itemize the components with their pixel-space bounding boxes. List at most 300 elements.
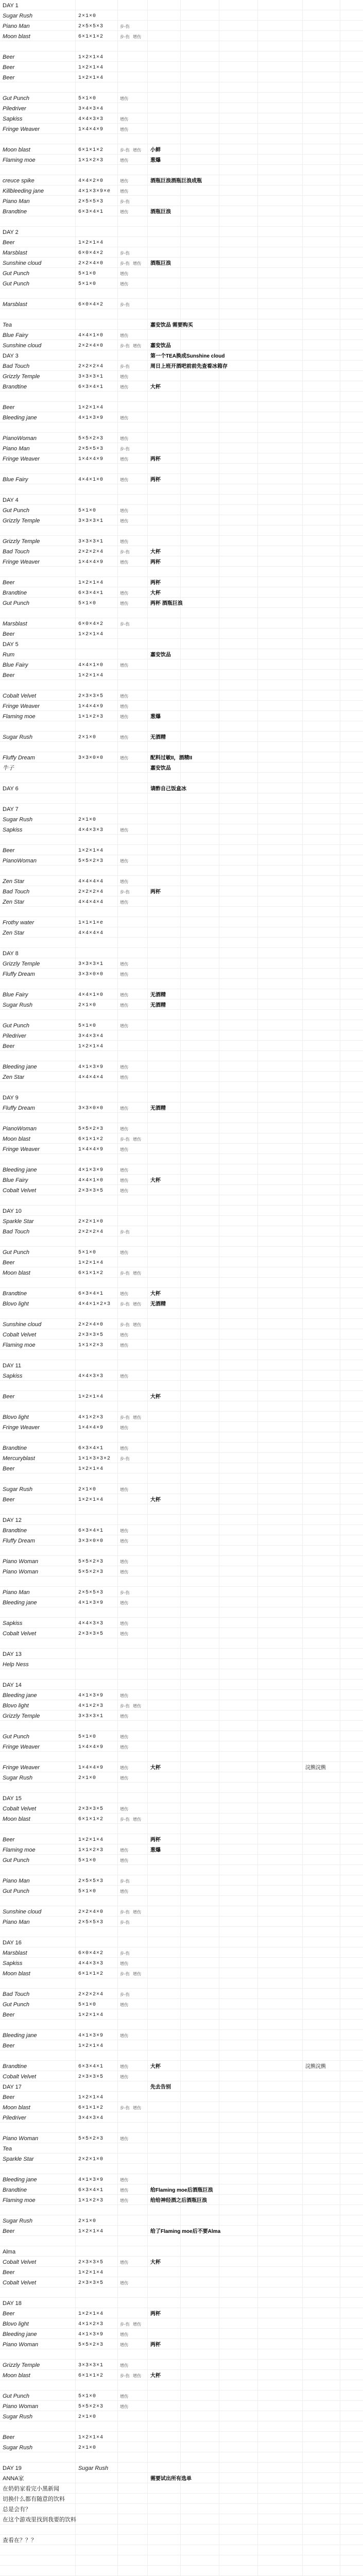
sheet-row[interactable] [0, 1701, 363, 1711]
recipe-cell: 1×4×4×9 [78, 1744, 104, 1750]
sheet-row[interactable] [0, 547, 363, 557]
note-cell: 葱爆 [150, 158, 161, 163]
sheet-row[interactable] [0, 2052, 363, 2061]
sheet-row[interactable] [0, 1691, 363, 1701]
sheet-row[interactable] [0, 2010, 363, 2020]
drink-name-cell: Fringe Weaver [3, 1744, 40, 1750]
sheet-row[interactable] [0, 125, 363, 134]
sheet-row[interactable] [0, 403, 363, 413]
sheet-row[interactable] [0, 1062, 363, 1072]
sheet-row[interactable] [0, 1258, 363, 1268]
sheet-row[interactable] [0, 743, 363, 753]
sheet-row[interactable] [0, 1402, 363, 1412]
sheet-row[interactable] [0, 2072, 363, 2082]
sheet-row[interactable] [0, 2113, 363, 2123]
drink-name-cell: Bleeding jane [3, 2331, 37, 2337]
sheet-row[interactable] [0, 2330, 363, 2340]
sheet-row[interactable] [0, 1536, 363, 1546]
sheet-row[interactable] [0, 2021, 363, 2030]
sheet-row[interactable] [0, 1248, 363, 1258]
sheet-row[interactable] [0, 1670, 363, 1680]
sheet-row[interactable] [0, 2103, 363, 2113]
sheet-row[interactable] [0, 1753, 363, 1762]
sheet-row[interactable] [0, 897, 363, 907]
day-header-row[interactable] [0, 2082, 363, 2092]
sheet-row[interactable] [0, 1114, 363, 1124]
sheet-row[interactable] [0, 1341, 363, 1350]
sheet-row[interactable] [0, 2402, 363, 2412]
sheet-row[interactable] [0, 1887, 363, 1896]
day-header-row[interactable] [0, 496, 363, 505]
sheet-row[interactable] [0, 382, 363, 392]
tag-cell: 增伤 [133, 1704, 141, 1708]
day-header-row[interactable] [0, 1650, 363, 1659]
tag-cell: 增伤 [120, 210, 128, 214]
sheet-row[interactable] [0, 1763, 363, 1773]
sheet-row[interactable] [0, 475, 363, 485]
sheet-row[interactable] [0, 2258, 363, 2267]
sheet-row[interactable] [0, 2196, 363, 2206]
drink-name-cell: Moon blast [3, 33, 30, 40]
day-header-row[interactable] [0, 1938, 363, 1948]
sheet-row[interactable] [0, 53, 363, 62]
recipe-cell: 5×1×0 [78, 601, 97, 606]
tag-cell: 增伤 [120, 2404, 128, 2409]
sheet-row[interactable] [0, 1969, 363, 1979]
sheet-row[interactable] [0, 1732, 363, 1742]
drink-name-cell: Beer [3, 1497, 15, 1503]
sheet-row[interactable] [0, 939, 363, 948]
sheet-row[interactable] [0, 434, 363, 444]
sheet-row[interactable] [0, 320, 363, 330]
sheet-row[interactable] [0, 1454, 363, 1464]
sheet-row[interactable] [0, 2165, 363, 2175]
sheet-row[interactable] [0, 1217, 363, 1227]
sheet-row[interactable] [0, 1310, 363, 1319]
day-header-row[interactable] [0, 1361, 363, 1371]
sheet-row[interactable] [0, 1825, 363, 1835]
sheet-row[interactable] [0, 1629, 363, 1639]
sheet-row[interactable] [0, 2319, 363, 2329]
tag-cell: 增伤 [120, 1714, 128, 1719]
drink-name-cell: DAY 18 [3, 2300, 22, 2307]
sheet-row[interactable] [0, 630, 363, 639]
sheet-row[interactable] [0, 1423, 363, 1433]
sheet-row[interactable] [0, 11, 363, 21]
sheet-row[interactable] [0, 2309, 363, 2319]
sheet-row[interactable] [0, 1289, 363, 1299]
sheet-row[interactable] [0, 588, 363, 598]
sheet-row[interactable] [0, 300, 363, 310]
sheet-row[interactable] [0, 1392, 363, 1402]
sheet-row[interactable] [0, 176, 363, 186]
sheet-row[interactable] [0, 2350, 363, 2360]
sheet-row[interactable] [0, 2278, 363, 2288]
drink-name-cell: Fluffy Dream [3, 971, 35, 977]
sheet-row[interactable] [0, 32, 363, 42]
sheet-row[interactable] [0, 42, 363, 52]
sheet-row[interactable] [0, 2526, 363, 2535]
sheet-row[interactable] [0, 2412, 363, 2422]
sheet-row[interactable] [0, 1547, 363, 1556]
drink-name-cell: Beer [3, 54, 15, 60]
drink-name-cell: Piano Man [3, 1919, 30, 1925]
sheet-row[interactable] [0, 2227, 363, 2236]
sheet-row[interactable] [0, 2340, 363, 2350]
sheet-row[interactable] [0, 135, 363, 145]
sheet-row[interactable] [0, 846, 363, 856]
sheet-row[interactable] [0, 1578, 363, 1587]
sheet-row[interactable] [0, 1176, 363, 1185]
sheet-row[interactable] [0, 63, 363, 73]
sheet-row[interactable] [0, 691, 363, 701]
drink-name-cell: Gut Punch [3, 1249, 29, 1256]
sheet-row[interactable] [0, 197, 363, 207]
sheet-row[interactable] [0, 825, 363, 835]
sheet-row[interactable] [0, 331, 363, 341]
sheet-row[interactable] [0, 290, 363, 299]
sheet-row[interactable] [0, 1619, 363, 1629]
recipe-cell: 4×4×1×0 [78, 477, 104, 483]
sheet-row[interactable] [0, 1979, 363, 1989]
drink-name-cell: Beer [3, 2012, 15, 2018]
sheet-row[interactable] [0, 1382, 363, 1392]
sheet-row[interactable] [0, 1990, 363, 1999]
sheet-row[interactable] [0, 310, 363, 320]
sheet-row[interactable] [0, 1413, 363, 1422]
sheet-row[interactable] [0, 1485, 363, 1495]
sheet-row[interactable] [0, 341, 363, 351]
sheet-row[interactable] [0, 22, 363, 31]
sheet-row[interactable] [0, 2041, 363, 2051]
drink-name-cell: Sugar Rush [3, 2218, 33, 2224]
sheet-row[interactable] [0, 1639, 363, 1649]
sheet-row[interactable] [0, 609, 363, 619]
sheet-row[interactable] [0, 1227, 363, 1237]
sheet-row[interactable] [0, 2000, 363, 2010]
sheet-row[interactable] [0, 1042, 363, 1052]
recipe-cell: 4×4×1×0 [78, 992, 104, 998]
sheet-row[interactable] [0, 362, 363, 371]
day-header-row[interactable] [0, 1681, 363, 1690]
sheet-row[interactable] [0, 1475, 363, 1484]
sheet-row[interactable] [0, 1134, 363, 1144]
sheet-row[interactable] [0, 650, 363, 660]
sheet-row[interactable] [0, 444, 363, 454]
sheet-row[interactable] [0, 2361, 363, 2370]
sheet-row[interactable] [0, 2093, 363, 2103]
sheet-row[interactable] [0, 94, 363, 104]
sheet-row[interactable] [0, 856, 363, 866]
sheet-row[interactable] [0, 83, 363, 93]
drink-name-cell: Cobalt Velvet [3, 693, 37, 699]
sheet-row[interactable] [0, 1371, 363, 1381]
day-header-row[interactable] [0, 1, 363, 11]
sheet-row[interactable] [0, 248, 363, 258]
sheet-row[interactable] [0, 1804, 363, 1814]
sheet-row[interactable] [0, 712, 363, 722]
sheet-row[interactable] [0, 1279, 363, 1289]
sheet-row[interactable] [0, 238, 363, 248]
sheet-row[interactable] [0, 867, 363, 876]
drink-name-cell: Gut Punch [3, 600, 29, 606]
sheet-row[interactable] [0, 928, 363, 938]
sheet-row[interactable] [0, 465, 363, 474]
drink-name-cell: Fringe Weaver [3, 126, 40, 132]
sheet-row[interactable] [0, 1083, 363, 1093]
note-cell: 大杯 [150, 1178, 161, 1183]
sheet-row[interactable] [0, 2268, 363, 2278]
day-header-row[interactable] [0, 1794, 363, 1804]
sheet-row[interactable] [0, 516, 363, 526]
sheet-row[interactable] [0, 393, 363, 402]
sheet-row[interactable] [0, 2062, 363, 2072]
sheet-row[interactable] [0, 372, 363, 382]
sheet-row[interactable] [0, 794, 363, 804]
day-header-row[interactable] [0, 784, 363, 794]
sheet-row[interactable] [0, 1330, 363, 1340]
sheet-row[interactable] [0, 2381, 363, 2391]
tag-cell: 增伤 [120, 1529, 128, 1533]
sheet-row[interactable] [0, 1835, 363, 1845]
sheet-row[interactable] [0, 2392, 363, 2401]
sheet-row[interactable] [0, 2247, 363, 2257]
sheet-row[interactable] [0, 1866, 363, 1876]
recipe-cell: 2×1×0 [78, 2218, 97, 2224]
sheet-row[interactable] [0, 104, 363, 114]
sheet-row[interactable] [0, 877, 363, 887]
drink-name-cell: Brandtine [3, 209, 27, 215]
tag-cell: 增伤 [120, 1889, 128, 1894]
sheet-row[interactable] [0, 1856, 363, 1866]
sheet-row[interactable] [0, 1722, 363, 1732]
tag-cell: 步-伤 [120, 1972, 130, 1976]
sheet-row[interactable] [0, 454, 363, 464]
sheet-row[interactable] [0, 557, 363, 567]
sheet-row[interactable] [0, 764, 363, 773]
sheet-row[interactable] [0, 1948, 363, 1958]
sheet-row[interactable] [0, 537, 363, 547]
drink-name-cell: Bleeding jane [3, 1600, 37, 1606]
sheet-row[interactable] [0, 1815, 363, 1824]
tag-cell: 步-伤 [120, 1951, 130, 1956]
day-header-row[interactable] [0, 805, 363, 815]
sheet-row[interactable] [0, 1196, 363, 1206]
sheet-row[interactable] [0, 413, 363, 423]
sheet-row[interactable] [0, 2536, 363, 2546]
day-header-row[interactable] [0, 1207, 363, 1216]
day-header-row[interactable] [0, 1093, 363, 1103]
day-header-row[interactable] [0, 2464, 363, 2473]
sheet-row[interactable] [0, 815, 363, 825]
sheet-row[interactable] [0, 1124, 363, 1134]
sheet-row[interactable] [0, 722, 363, 732]
sheet-row[interactable] [0, 527, 363, 536]
sheet-row[interactable] [0, 2134, 363, 2144]
sheet-row[interactable] [0, 187, 363, 196]
sheet-row[interactable] [0, 506, 363, 516]
sheet-row[interactable] [0, 1052, 363, 1062]
sheet-row[interactable] [0, 1186, 363, 1196]
sheet-row[interactable] [0, 2495, 363, 2504]
sheet-row[interactable] [0, 2031, 363, 2041]
sheet-row[interactable] [0, 1001, 363, 1010]
recipe-cell: 6×0×4×2 [78, 621, 104, 627]
sheet-row[interactable] [0, 485, 363, 495]
sheet-row[interactable] [0, 836, 363, 845]
sheet-row[interactable] [0, 1598, 363, 1608]
sheet-row[interactable] [0, 2206, 363, 2216]
sheet-row[interactable] [0, 1907, 363, 1917]
sheet-row[interactable] [0, 2515, 363, 2525]
day-header-row[interactable] [0, 640, 363, 650]
sheet-row[interactable] [0, 2289, 363, 2298]
sheet-row[interactable] [0, 114, 363, 124]
recipe-cell: 2×2×2×4 [78, 889, 104, 895]
sheet-row[interactable] [0, 207, 363, 217]
sheet-row[interactable] [0, 908, 363, 918]
day-header-row[interactable] [0, 949, 363, 959]
sheet-row[interactable] [0, 918, 363, 928]
sheet-row[interactable] [0, 1155, 363, 1165]
note-cell: 两杯 [150, 889, 161, 895]
sheet-row[interactable] [0, 1773, 363, 1783]
tag-cell: 增伤 [120, 282, 128, 286]
day-header-row[interactable] [0, 1516, 363, 1526]
sheet-row[interactable] [0, 1444, 363, 1453]
recipe-cell: 3×3×3×1 [78, 539, 104, 545]
sheet-row[interactable] [0, 2175, 363, 2185]
day-header-row[interactable] [0, 228, 363, 238]
sheet-row[interactable] [0, 990, 363, 1000]
drink-name-cell: PianoWoman [3, 1126, 37, 1132]
sheet-row[interactable] [0, 145, 363, 155]
recipe-cell: 2×1×0 [78, 1775, 97, 1781]
sheet-row[interactable] [0, 2474, 363, 2484]
sheet-row[interactable] [0, 1742, 363, 1752]
recipe-cell: 2×3×3×5 [78, 1188, 104, 1194]
drink-name-cell: Brandtine [3, 2063, 27, 2070]
sheet-row[interactable] [0, 2124, 363, 2133]
drink-name-cell: Beer [3, 1394, 15, 1400]
tag-cell: 增伤 [120, 1127, 128, 1131]
sheet-row[interactable] [0, 2484, 363, 2494]
sheet-row[interactable] [0, 1588, 363, 1598]
sheet-row[interactable] [0, 681, 363, 691]
sheet-row[interactable] [0, 1918, 363, 1927]
sheet-row[interactable] [0, 1557, 363, 1567]
sheet-row[interactable] [0, 279, 363, 289]
sheet-row[interactable] [0, 733, 363, 742]
sheet-row[interactable] [0, 2144, 363, 2154]
sheet-row[interactable] [0, 1608, 363, 1618]
sheet-row[interactable] [0, 1784, 363, 1793]
sheet-row[interactable] [0, 599, 363, 608]
sheet-row[interactable] [0, 1959, 363, 1969]
sheet-row[interactable] [0, 259, 363, 268]
sheet-row[interactable] [0, 660, 363, 670]
sheet-row[interactable] [0, 578, 363, 588]
tag-cell: 增伤 [120, 509, 128, 513]
sheet-row[interactable] [0, 1104, 363, 1113]
sheet-row[interactable] [0, 1433, 363, 1443]
sheet-row[interactable] [0, 2185, 363, 2195]
sheet-row[interactable] [0, 2505, 363, 2515]
sheet-row[interactable] [0, 887, 363, 897]
sheet-row[interactable] [0, 1011, 363, 1021]
sheet-row[interactable] [0, 702, 363, 711]
sheet-row[interactable] [0, 1711, 363, 1721]
sheet-row[interactable] [0, 959, 363, 969]
sheet-row[interactable] [0, 423, 363, 433]
note-cell: 两杯 [150, 2342, 161, 2348]
sheet-row[interactable] [0, 1021, 363, 1031]
sheet-row[interactable] [0, 774, 363, 784]
sheet-row[interactable] [0, 2371, 363, 2381]
recipe-cell: 2×1×0 [78, 13, 97, 19]
tag-cell: 增伤 [120, 375, 128, 379]
sheet-row[interactable] [0, 568, 363, 578]
day-header-row[interactable] [0, 351, 363, 361]
note-cell: 嘉安饮品 [150, 652, 171, 658]
sheet-row[interactable] [0, 1505, 363, 1515]
sheet-row[interactable] [0, 1031, 363, 1041]
sheet-row[interactable] [0, 1897, 363, 1907]
sheet-row[interactable] [0, 217, 363, 227]
tag-cell: 增伤 [120, 601, 128, 606]
sheet-row[interactable] [0, 1073, 363, 1082]
tag-cell: 增伤 [120, 1766, 128, 1770]
sheet-row[interactable] [0, 970, 363, 979]
sheet-row[interactable] [0, 1238, 363, 1247]
day-header-row[interactable] [0, 2299, 363, 2309]
sheet-row[interactable] [0, 619, 363, 629]
drink-name-cell: Piano Woman [3, 2136, 39, 2142]
sheet-row[interactable] [0, 1660, 363, 1670]
sheet-row[interactable] [0, 2422, 363, 2432]
sheet-row[interactable] [0, 1464, 363, 1474]
sheet-row[interactable] [0, 1876, 363, 1886]
sheet-row[interactable] [0, 2443, 363, 2453]
sheet-row[interactable] [0, 1845, 363, 1855]
sheet-row[interactable] [0, 980, 363, 990]
sheet-row[interactable] [0, 1526, 363, 1536]
sheet-row[interactable] [0, 1320, 363, 1330]
sheet-row[interactable] [0, 2433, 363, 2443]
sheet-row[interactable] [0, 1145, 363, 1155]
sheet-row[interactable] [0, 73, 363, 83]
sheet-row[interactable] [0, 1495, 363, 1505]
sheet-row[interactable] [0, 1268, 363, 1278]
sheet-row[interactable] [0, 753, 363, 763]
sheet-row[interactable] [0, 671, 363, 681]
sheet-row[interactable] [0, 156, 363, 165]
sheet-row[interactable] [0, 1351, 363, 1361]
sheet-row[interactable] [0, 2237, 363, 2247]
sheet-row[interactable] [0, 269, 363, 279]
tag-cell: 步-伤 [120, 1879, 130, 1884]
sheet-row[interactable] [0, 1165, 363, 1175]
recipe-cell: 2×5×5×3 [78, 199, 104, 205]
sheet-row[interactable] [0, 1567, 363, 1577]
sheet-row[interactable] [0, 2216, 363, 2226]
sheet-row[interactable] [0, 1928, 363, 1938]
sheet-row[interactable] [0, 166, 363, 176]
sheet-row[interactable] [0, 2453, 363, 2463]
sheet-row[interactable] [0, 1299, 363, 1309]
recipe-cell: 1×2×1×4 [78, 2229, 104, 2234]
sheet-row[interactable] [0, 2155, 363, 2164]
